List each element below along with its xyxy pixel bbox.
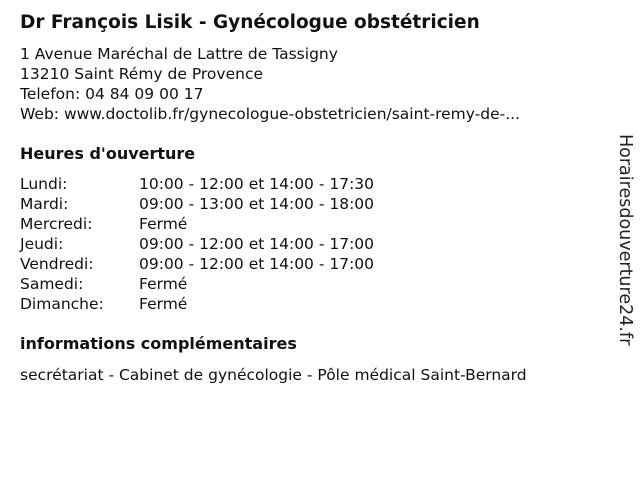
day-label: Mercredi: <box>20 215 93 233</box>
day-label: Jeudi: <box>20 235 64 253</box>
hours-row-wednesday <box>20 214 374 234</box>
day-label: Lundi: <box>20 175 68 193</box>
time-value: Fermé <box>139 275 188 293</box>
hours-row-sunday <box>20 294 374 314</box>
watermark-text: Horairesdouverture24.fr <box>615 134 635 346</box>
site-watermark <box>608 134 638 346</box>
hours-row-thursday <box>20 234 374 254</box>
time-value: 09:00 - 13:00 et 14:00 - 18:00 <box>139 195 375 213</box>
hours-heading: Heures d'ouverture <box>20 144 196 163</box>
address-line-1: 1 Avenue Maréchal de Lattre de Tassigny <box>20 45 338 63</box>
hours-row-tuesday <box>20 194 374 214</box>
additional-info-text: secrétariat - Cabinet de gynécologie - Pôle médical Saint-Bernard <box>20 366 527 384</box>
hours-row-friday <box>20 254 374 274</box>
contact-info <box>20 44 520 124</box>
phone-number: Telefon: 04 84 09 00 17 <box>20 85 204 103</box>
day-label: Samedi: <box>20 275 84 293</box>
time-value: 10:00 - 12:00 et 14:00 - 17:30 <box>139 175 375 193</box>
time-value: Fermé <box>139 215 188 233</box>
day-label: Dimanche: <box>20 295 104 313</box>
time-value: 09:00 - 12:00 et 14:00 - 17:00 <box>139 235 375 253</box>
time-value: Fermé <box>139 295 188 313</box>
additional-info-heading: informations complémentaires <box>20 334 297 353</box>
website-link[interactable]: Web: www.doctolib.fr/gynecologue-obstetricien/saint-remy-de-... <box>20 105 521 123</box>
address-line-2: 13210 Saint Rémy de Provence <box>20 65 263 83</box>
day-label: Mardi: <box>20 195 69 213</box>
hours-row-saturday <box>20 274 374 294</box>
hours-row-monday <box>20 174 374 194</box>
time-value: 09:00 - 12:00 et 14:00 - 17:00 <box>139 255 375 273</box>
page-title: Dr François Lisik - Gynécologue obstétricien <box>20 12 480 33</box>
opening-hours-table <box>20 174 374 314</box>
day-label: Vendredi: <box>20 255 94 273</box>
